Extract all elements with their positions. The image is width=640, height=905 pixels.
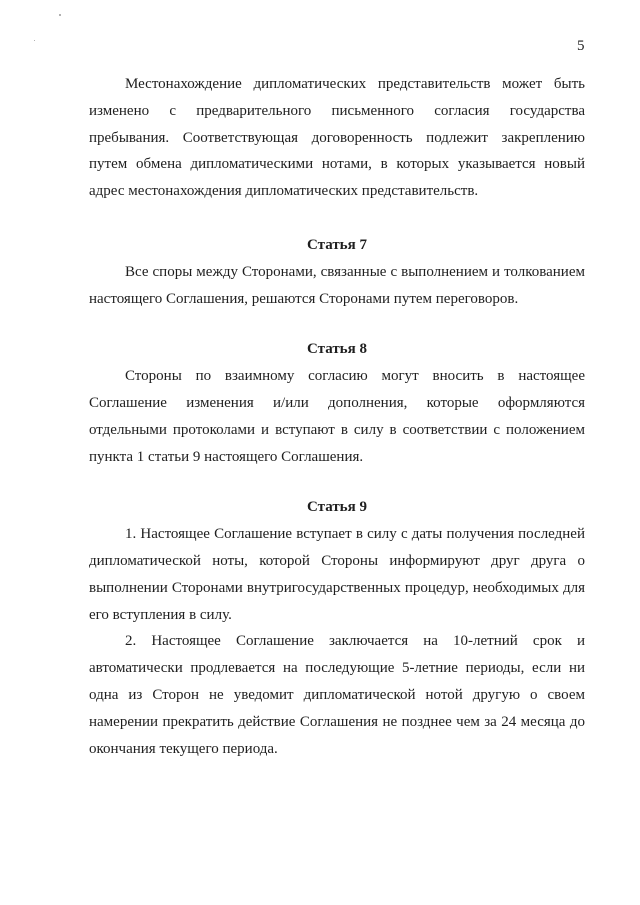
scan-speck bbox=[34, 40, 35, 41]
page-number: 5 bbox=[577, 38, 585, 54]
article-8-heading: Статья 8 bbox=[307, 341, 367, 358]
paragraph-location-change: Местонахождение дипломатических представительств может быть изменено с предварительного письменного согласия государства пребывания. Соответствующая договоренность подлежит закреплению путем обмена дипломатическими нотами, в которых указывается новый адрес местонахождения дипломатических представительств. bbox=[89, 76, 585, 200]
article-7-heading: Статья 7 bbox=[307, 236, 367, 253]
scan-speck bbox=[59, 14, 61, 16]
article-7-text: Все споры между Сторонами, связанные с выполнением и толкованием настоящего Соглашения, решаются Сторонами путем переговоров. bbox=[89, 263, 585, 307]
article-9-heading: Статья 9 bbox=[307, 499, 367, 516]
article-9-item-1: 1. Настоящее Соглашение вступает в силу с даты получения последней дипломатической ноты, которой Стороны информируют друг друга о выполнении Сторонами внутригосударственных процедур, необходимых для его вступления в силу. bbox=[89, 526, 585, 623]
article-9-item-2: 2. Настоящее Соглашение заключается на 10-летний срок и автоматически продлевается на последующие 5-летние периоды, если ни одна из Сторон не уведомит дипломатической нотой другую о своем намерении прекратить действие Соглашения не позднее чем за 24 месяца до окончания текущего периода. bbox=[89, 633, 585, 757]
article-8-text: Стороны по взаимному согласию могут вносить в настоящее Соглашение изменения и/или дополнения, которые оформляются отдельными протоколами и вступают в силу в соответствии с положением пункта 1 статьи 9 настоящего Соглашения. bbox=[89, 368, 585, 465]
document-body bbox=[89, 71, 585, 762]
